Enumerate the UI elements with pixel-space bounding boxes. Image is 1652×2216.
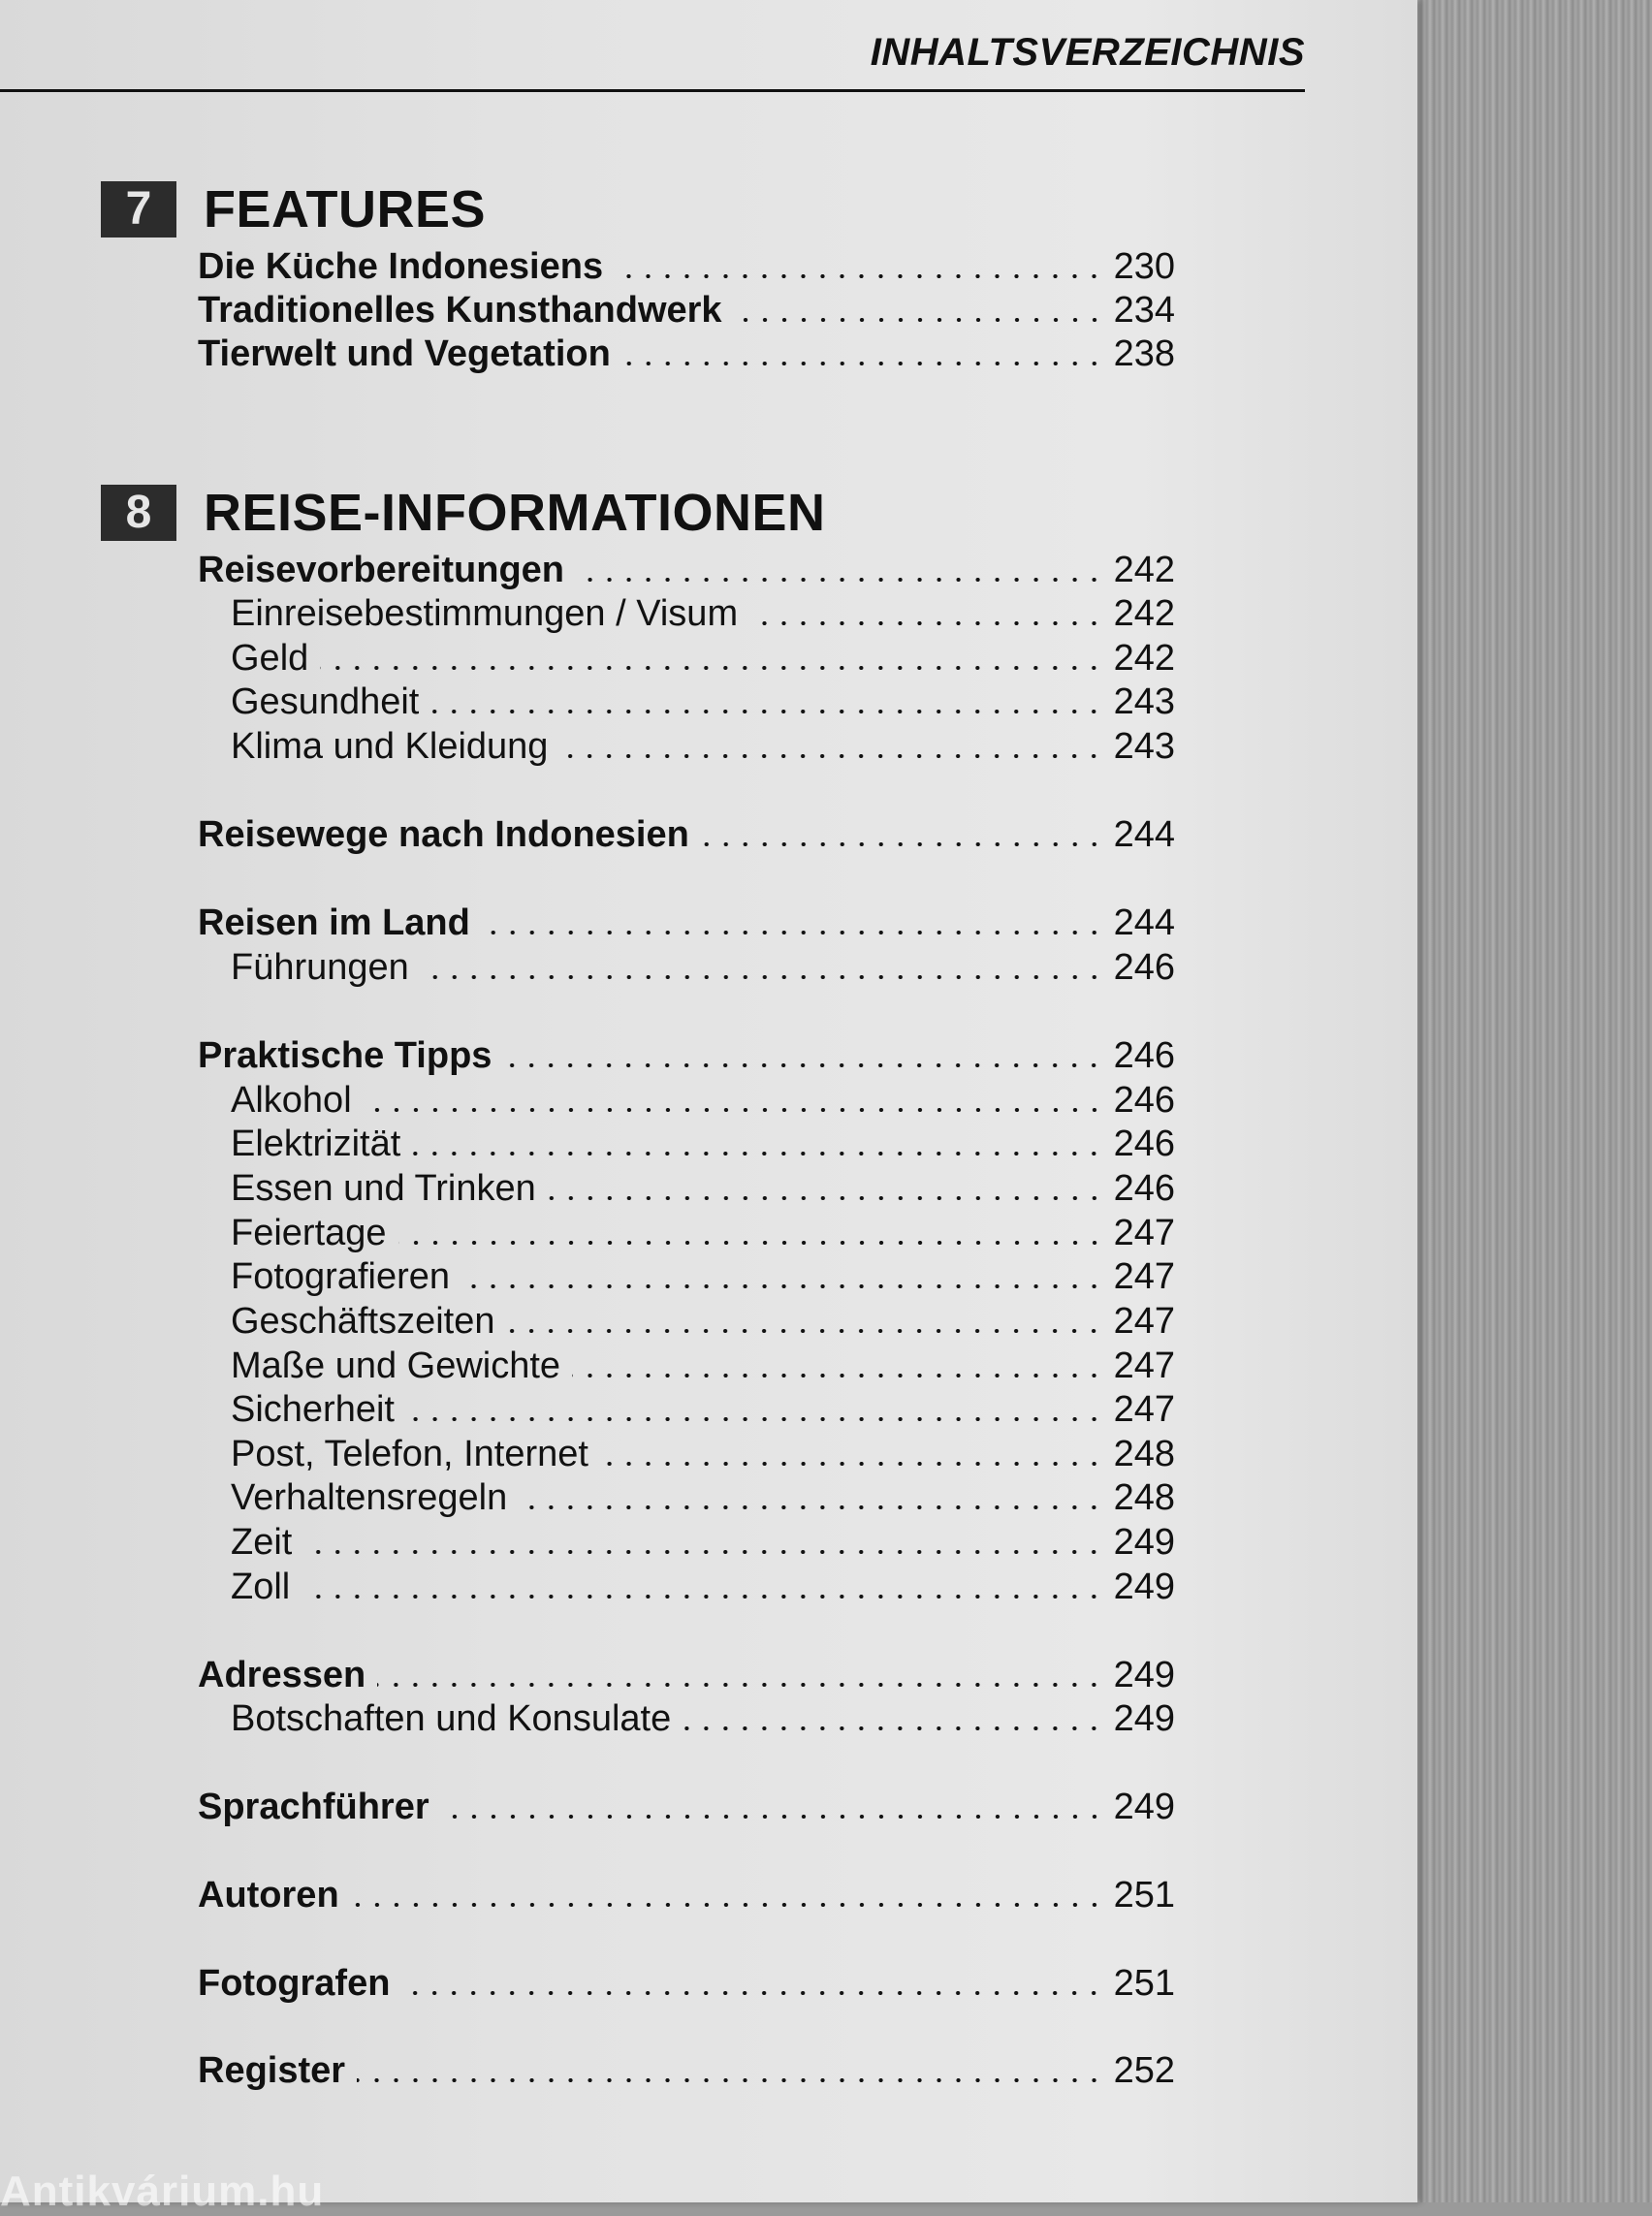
toc-entry [231,1696,1175,1741]
toc-entry [231,591,1175,636]
toc-entry-title: Klima und Kleidung [231,726,549,767]
toc-entry-page-number: 249 [1113,1787,1175,1827]
dot-leader [559,754,1103,758]
toc-entry [198,548,1175,592]
dot-leader [398,1241,1104,1245]
toc-entry [198,901,1175,945]
toc-entry-title: Essen und Trinken [231,1168,536,1209]
dot-leader [412,1152,1103,1155]
toc-entry-page-number: 230 [1113,246,1175,287]
toc-entry-page-number: 249 [1113,1655,1175,1695]
dot-leader [421,975,1104,979]
toc-entry [198,2048,1175,2093]
dot-leader [482,931,1104,934]
toc-entry [198,332,1175,376]
toc-entry [198,1653,1175,1697]
toc-entry-page-number: 247 [1113,1213,1175,1253]
toc-entry-title: Geschäftszeiten [231,1301,495,1342]
toc-entry-page-number: 243 [1113,681,1175,722]
toc-entry-page-number: 247 [1113,1301,1175,1342]
toc-entry-title: Die Küche Indonesiens [198,246,604,287]
toc-entry [198,288,1175,332]
toc-entry-page-number: 251 [1113,1875,1175,1915]
toc-entry-page-number: 249 [1113,1698,1175,1739]
toc-entry [231,1078,1175,1123]
dot-leader [503,1063,1103,1067]
dot-leader [302,1595,1103,1599]
dot-leader [506,1329,1103,1333]
toc-entry-title: Sicherheit [231,1389,395,1430]
toc-entry [231,1565,1175,1609]
toc-entry-page-number: 244 [1113,814,1175,855]
toc-entry-title: Verhaltensregeln [231,1477,508,1518]
toc-entry-title: Post, Telefon, Internet [231,1434,588,1474]
toc-entry-page-number: 242 [1113,550,1175,590]
toc-entry-page-number: 244 [1113,902,1175,943]
toc-entry-title: Adressen [198,1655,366,1695]
toc-entry [231,1299,1175,1344]
toc-entry-title: Geld [231,638,309,679]
dot-leader [749,621,1104,625]
toc-entry [231,1122,1175,1166]
section-title: REISE-INFORMATIONEN [204,484,826,542]
toc-entry-title: Feiertage [231,1213,387,1253]
toc-entry-page-number: 242 [1113,593,1175,634]
background-surface [1396,0,1652,2202]
toc-entry [231,1344,1175,1388]
dot-leader [351,1903,1104,1907]
toc-entry-title: Reisevorbereitungen [198,550,564,590]
dot-leader [615,274,1104,278]
toc-entry [198,1785,1175,1829]
toc-entry-page-number: 247 [1113,1389,1175,1430]
toc-entry-page-number: 252 [1113,2050,1175,2091]
toc-entry-page-number: 234 [1113,290,1175,331]
toc-entry [231,1166,1175,1211]
toc-entry [231,1387,1175,1432]
toc-entry [198,1033,1175,1078]
toc-entry [198,1961,1175,2006]
toc-entry [198,812,1175,857]
toc-entry [231,1211,1175,1255]
dot-leader [401,1991,1103,1995]
dot-leader [303,1550,1103,1554]
toc-entry-page-number: 242 [1113,638,1175,679]
toc-entry-page-number: 248 [1113,1477,1175,1518]
toc-entry-page-number: 248 [1113,1434,1175,1474]
dot-leader [622,362,1104,365]
toc-entry [198,1873,1175,1917]
toc-entry-title: Führungen [231,947,409,988]
toc-entry-title: Tierwelt und Vegetation [198,333,611,374]
toc-entry [231,945,1175,990]
toc-entry-page-number: 238 [1113,333,1175,374]
dot-leader [576,578,1104,582]
toc-entry-title: Gesundheit [231,681,420,722]
toc-entry-title: Autoren [198,1875,339,1915]
watermark-text: Antikvárium.hu [0,2168,325,2215]
toc-entry-title: Maße und Gewichte [231,1345,561,1386]
dot-leader [701,842,1104,846]
toc-entry-title: Register [198,2050,346,2091]
toc-entry-page-number: 249 [1113,1522,1175,1563]
dot-leader [519,1505,1103,1509]
toc-entry-title: Botschaften und Konsulate [231,1698,672,1739]
dot-leader [683,1726,1103,1730]
toc-entry-title: Zoll [231,1567,291,1607]
running-head-title: INHALTSVERZEICHNIS [870,31,1305,74]
toc-entry [231,1520,1175,1565]
toc-entry-title: Einreisebestimmungen / Visum [231,593,739,634]
toc-entry [231,1475,1175,1520]
toc-entry [231,636,1175,681]
section-number-badge: 7 [101,181,176,237]
dot-leader [600,1462,1104,1466]
toc-entry-page-number: 251 [1113,1963,1175,2004]
toc-entry [231,1432,1175,1476]
toc-entry-title: Traditionelles Kunsthandwerk [198,290,722,331]
section-heading-7 [101,179,486,239]
toc-entry-page-number: 249 [1113,1567,1175,1607]
dot-leader [320,666,1103,670]
dot-leader [548,1196,1104,1200]
section-heading-8 [101,483,826,543]
section-title: FEATURES [204,180,487,238]
dot-leader [406,1417,1104,1421]
toc-entry-title: Fotografen [198,1963,391,2004]
dot-leader [377,1683,1103,1687]
toc-entry-title: Praktische Tipps [198,1035,492,1076]
toc-entry [231,724,1175,769]
section-number-badge: 8 [101,485,176,541]
header-rule [0,89,1305,92]
toc-entry-page-number: 246 [1113,1124,1175,1164]
toc-entry-page-number: 243 [1113,726,1175,767]
toc-entry [231,1254,1175,1299]
dot-leader [441,1815,1104,1819]
toc-entry-title: Fotografieren [231,1256,451,1297]
dot-leader [572,1374,1104,1377]
toc-entry-page-number: 246 [1113,1035,1175,1076]
toc-entry-title: Alkohol [231,1080,352,1121]
toc-entry-title: Reisewege nach Indonesien [198,814,689,855]
toc-entry-page-number: 246 [1113,947,1175,988]
toc-entry-title: Sprachführer [198,1787,429,1827]
toc-entry-page-number: 246 [1113,1080,1175,1121]
toc-entry [231,680,1175,724]
toc-entry [198,244,1175,289]
toc-entry-title: Reisen im Land [198,902,470,943]
dot-leader [357,2078,1104,2082]
dot-leader [364,1108,1104,1112]
toc-entry-page-number: 247 [1113,1256,1175,1297]
dot-leader [461,1284,1104,1288]
toc-entry-title: Elektrizität [231,1124,401,1164]
toc-entry-page-number: 246 [1113,1168,1175,1209]
toc-entry-title: Zeit [231,1522,293,1563]
toc-entry-page-number: 247 [1113,1345,1175,1386]
dot-leader [734,318,1104,322]
dot-leader [430,710,1103,713]
